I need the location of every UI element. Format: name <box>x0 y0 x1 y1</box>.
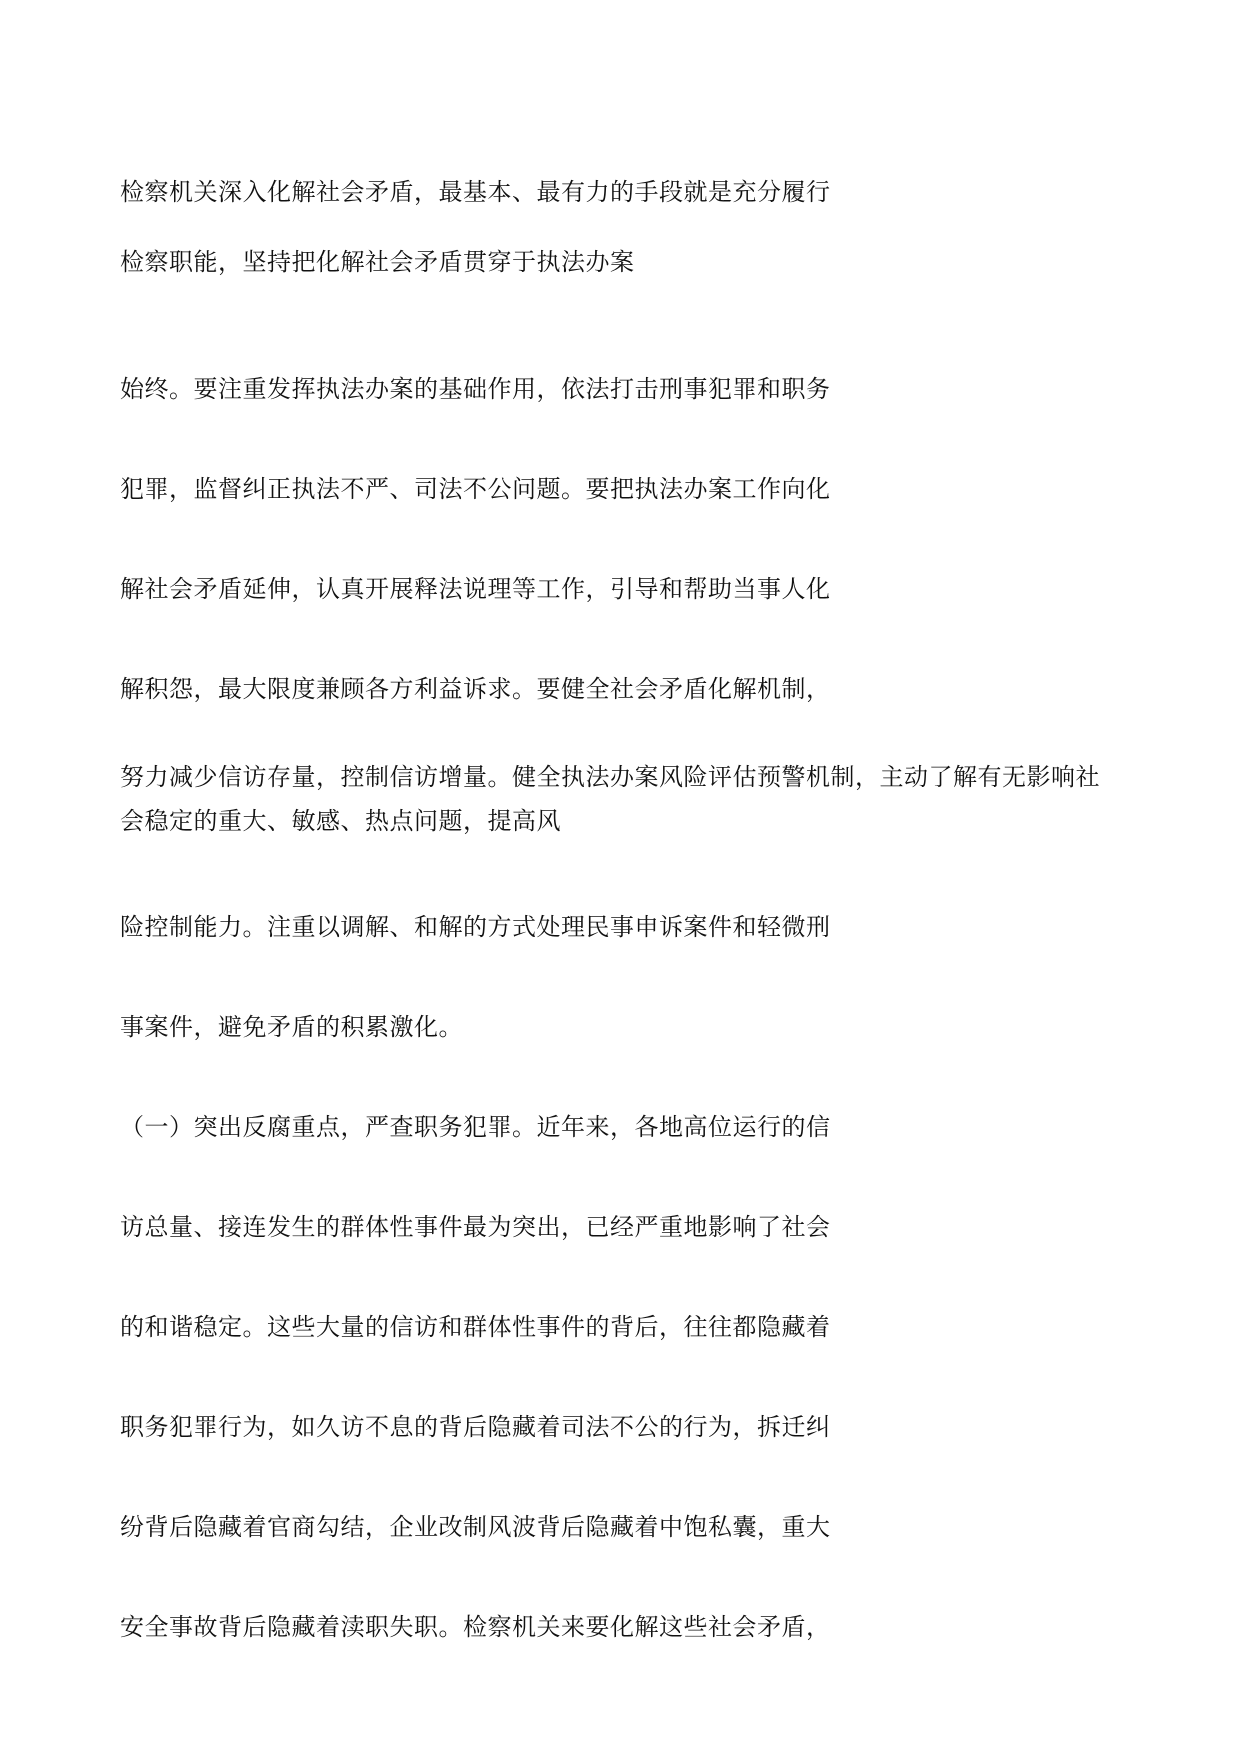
text-line: 犯罪，监督纠正执法不严、司法不公问题。要把执法办案工作向化 <box>120 475 831 503</box>
text-line: 检察职能，坚持把化解社会矛盾贯穿于执法办案 <box>120 248 635 276</box>
text-line: 解积怨，最大限度兼顾各方利益诉求。要健全社会矛盾化解机制， <box>120 675 831 703</box>
text-line: 会稳定的重大、敏感、热点问题，提高风 <box>120 807 561 835</box>
text-line: 纷背后隐藏着官商勾结，企业改制风波背后隐藏着中饱私囊，重大 <box>120 1513 831 1541</box>
text-line: 努力减少信访存量，控制信访增量。健全执法办案风险评估预警机制，主动了解有无影响社 <box>120 763 1100 791</box>
text-line: 检察机关深入化解社会矛盾，最基本、最有力的手段就是充分履行 <box>120 178 831 206</box>
text-line: 安全事故背后隐藏着渎职失职。检察机关来要化解这些社会矛盾， <box>120 1613 831 1641</box>
text-line: 始终。要注重发挥执法办案的基础作用，依法打击刑事犯罪和职务 <box>120 375 831 403</box>
text-line: 事案件，避免矛盾的积累激化。 <box>120 1013 463 1041</box>
text-line: 访总量、接连发生的群体性事件最为突出，已经严重地影响了社会 <box>120 1213 831 1241</box>
text-line: 的和谐稳定。这些大量的信访和群体性事件的背后，往往都隐藏着 <box>120 1313 831 1341</box>
text-line: （一）突出反腐重点，严查职务犯罪。近年来，各地高位运行的信 <box>120 1113 831 1141</box>
text-line: 解社会矛盾延伸，认真开展释法说理等工作，引导和帮助当事人化 <box>120 575 831 603</box>
text-line: 职务犯罪行为，如久访不息的背后隐藏着司法不公的行为，拆迁纠 <box>120 1413 831 1441</box>
text-line: 险控制能力。注重以调解、和解的方式处理民事申诉案件和轻微刑 <box>120 913 831 941</box>
